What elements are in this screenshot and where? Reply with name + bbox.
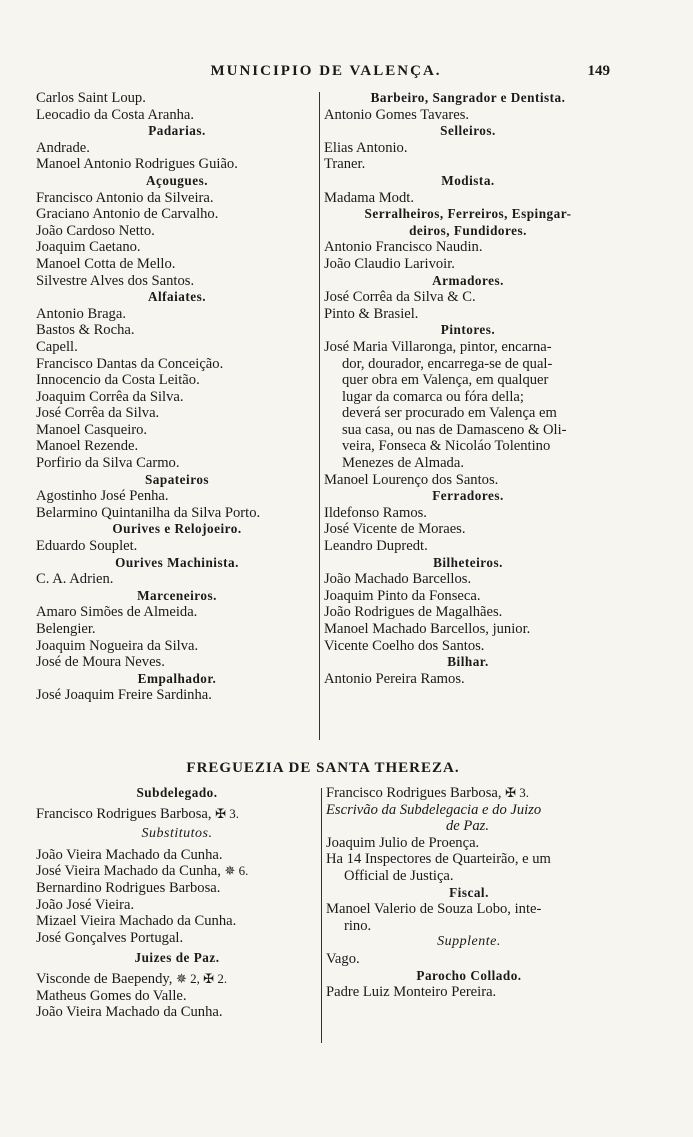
person-name: João José Vieira. [36,896,135,913]
list-item: Madama Modt. [324,189,414,206]
heading-juizes: Juizes de Paz. [134,950,220,966]
list-item: Innocencio da Costa Leitão. [36,372,200,389]
order-cross-icon: ✠ 3. [505,785,530,800]
person-name: Francisco Rodrigues Barbosa, [326,785,502,801]
list-item: Manoel Machado Barcellos, junior. [324,621,531,637]
heading-supplente: Supplente. [437,934,501,950]
list-item: Carlos Saint Loup. [36,90,146,106]
list-item: C. A. Adrien. [36,571,114,588]
list-item [36,806,318,823]
list-item: Pinto & Brasiel. [324,305,419,322]
list-item [36,971,318,988]
list-item: José Corrêa da Silva & C. [324,289,476,306]
entry-line: quer obra em Valença, em qualquer [342,372,549,389]
list-item: Joaquim Julio de Proença. [326,834,480,851]
list-item: João Cardoso Netto. [36,222,155,239]
list-item: José Joaquim Freire Sardinha. [36,687,212,704]
list-item: Joaquim Nogueira da Silva. [36,637,199,654]
list-item: Antonio Francisco Naudin. [324,239,483,256]
heading-selleiros: Selleiros. [440,123,496,139]
list-item: Padre Luiz Monteiro Pereira. [326,984,497,1001]
entry-line: Menezes de Almada. [342,455,464,472]
entry-line: sua casa, ou nas de Damasceno & Oli- [342,421,567,438]
page-title: MUNICIPIO DE VALENÇA. [210,63,442,79]
list-item: Belengier. [36,621,96,637]
escrivao-label-cont: de Paz. [446,818,489,835]
person-name: João Vieira Machado da Cunha. [36,1004,223,1021]
list-item [326,785,612,802]
heading-serralheiros-cont: deiros, Fundidores. [409,222,527,238]
person-name: Bernardino Rodrigues Barbosa. [36,879,221,896]
running-header [36,63,610,83]
list-item: Andrade. [36,139,90,156]
list-item: Joaquim Pinto da Fonseca. [324,587,481,604]
heading-pintores: Pintores. [440,322,496,338]
list-item: Antonio Braga. [36,305,126,322]
list-item: Belarmino Quintanilha da Silva Porto. [36,504,261,521]
list-item: Manoel Cotta de Mello. [36,255,176,272]
list-item: José Corrêa da Silva. [36,405,160,422]
heading-marceneiros: Marceneiros. [137,587,217,603]
list-item [36,847,318,864]
heading-ourives-machinista: Ourives Machinista. [115,554,239,570]
list-item: Antonio Gomes Tavares. [324,106,470,123]
escrivao-label: Escrivão da Subdelegacia e do Juizo [326,801,542,818]
list-item: Manoel Rezende. [36,438,139,455]
list-item: Leocadio da Costa Aranha. [36,106,195,123]
list-item: José de Moura Neves. [36,654,165,671]
person-name: Visconde de Baependy, [36,970,173,987]
list-item: Vago. [326,950,360,967]
person-name: Mizael Vieira Machado da Cunha. [36,913,237,930]
list-item [36,988,318,1005]
heading-barbeiro: Barbeiro, Sangrador e Dentista. [370,90,566,105]
list-item: Manoel Casqueiro. [36,421,148,438]
person-name: Matheus Gomes do Valle. [36,987,187,1004]
heading-ferradores: Ferradores. [432,488,504,504]
heading-bilheteiros: Bilheteiros. [433,554,503,570]
heading-armadores: Armadores. [432,272,504,288]
heading-substitutos: Substitutos. [141,826,213,842]
heading-sapateiros: Sapateiros [144,471,210,487]
column-divider [319,92,320,740]
list-item [36,897,318,914]
list-item: Agostinho José Penha. [36,488,169,505]
heading-parocho: Parocho Collado. [416,967,522,983]
heading-subdelegado: Subdelegado. [136,785,218,800]
list-item: Capell. [36,338,78,355]
list-item: Joaquim Corrêa da Silva. [36,388,184,405]
heading-alfaiates: Alfaiates. [147,289,207,305]
list-item: Manoel Lourenço dos Santos. [324,471,499,488]
list-item: Elias Antonio. [324,139,408,156]
heading-serralheiros: Serralheiros, Ferreiros, Espingar- [364,206,572,222]
page-number: 149 [587,63,610,79]
list-item: Francisco Antonio da Silveira. [36,189,214,206]
heading-ourives-relojoeiro: Ourives e Relojoeiro. [112,521,242,537]
heading-modista: Modista. [441,172,495,188]
entry-line: veira, Fonseca & Nicoláo Tolentino [342,438,551,455]
list-item [36,930,318,947]
heading-acougues: Açougues. [145,172,208,188]
list-item: Bastos & Rocha. [36,322,135,339]
left-column-bottom [36,785,318,1021]
list-item: Ildefonso Ramos. [324,504,427,521]
inspectores-line-cont: Official de Justiça. [344,867,454,884]
list-item: Silvestre Alves dos Santos. [36,272,195,289]
list-item: Porfirio da Silva Carmo. [36,455,180,472]
person-name: Francisco Rodrigues Barbosa, [36,805,212,822]
heading-empalhador: Empalhador. [137,670,217,686]
left-column-top [36,90,318,704]
order-cross-icon: ✠ 3. [215,805,240,821]
entry-line: deverá ser procurado em Valença em [342,405,557,422]
heading-fiscal: Fiscal. [449,884,489,900]
section-title: FREGUEZIA DE SANTA THEREZA. [186,760,460,776]
list-item: João Machado Barcellos. [324,571,472,588]
entry-line: dor, dourador, encarrega-se de qual- [342,355,553,372]
list-item: Manoel Valerio de Souza Lobo, inte- [326,901,542,918]
person-name: José Vieira Machado da Cunha, [36,863,221,880]
person-name: José Gonçalves Portugal. [36,929,184,946]
list-item [36,863,318,880]
order-star-icon: ✵ 2, ✠ 2. [176,970,228,986]
list-item: Amaro Simões de Almeida. [36,604,198,621]
list-item: Leandro Dupredt. [324,538,428,555]
list-item: José Vicente de Moraes. [324,521,466,538]
order-star-icon: ✵ 6. [224,863,249,879]
inspectores-line: Ha 14 Inspectores de Quarteirão, e um [326,851,551,868]
heading-padarias: Padarias. [148,123,206,139]
list-item [36,880,318,897]
column-divider [321,788,322,1043]
heading-bilhar: Bilhar. [447,654,489,670]
list-item: Francisco Dantas da Conceição. [36,355,224,372]
list-item: Traner. [324,156,366,173]
person-name: João Vieira Machado da Cunha. [36,846,223,863]
list-item: Eduardo Souplet. [36,538,138,555]
right-column-top [324,90,612,687]
list-item: Vicente Coelho dos Santos. [324,637,485,654]
list-item: João Rodrigues de Magalhães. [324,604,503,621]
list-item: Graciano Antonio de Carvalho. [36,206,219,223]
list-item [36,1004,318,1021]
entry-line: lugar da comarca ou fóra della; [342,388,524,405]
list-item-cont: rino. [344,917,372,934]
list-item: João Claudio Larivoir. [324,255,455,272]
list-item: Joaquim Caetano. [36,239,141,256]
right-column-bottom [326,785,612,1001]
list-item: Manoel Antonio Rodrigues Guião. [36,156,238,173]
entry-line: José Maria Villaronga, pintor, encarna- [324,338,552,355]
list-item [36,913,318,930]
list-item: Antonio Pereira Ramos. [324,670,465,687]
